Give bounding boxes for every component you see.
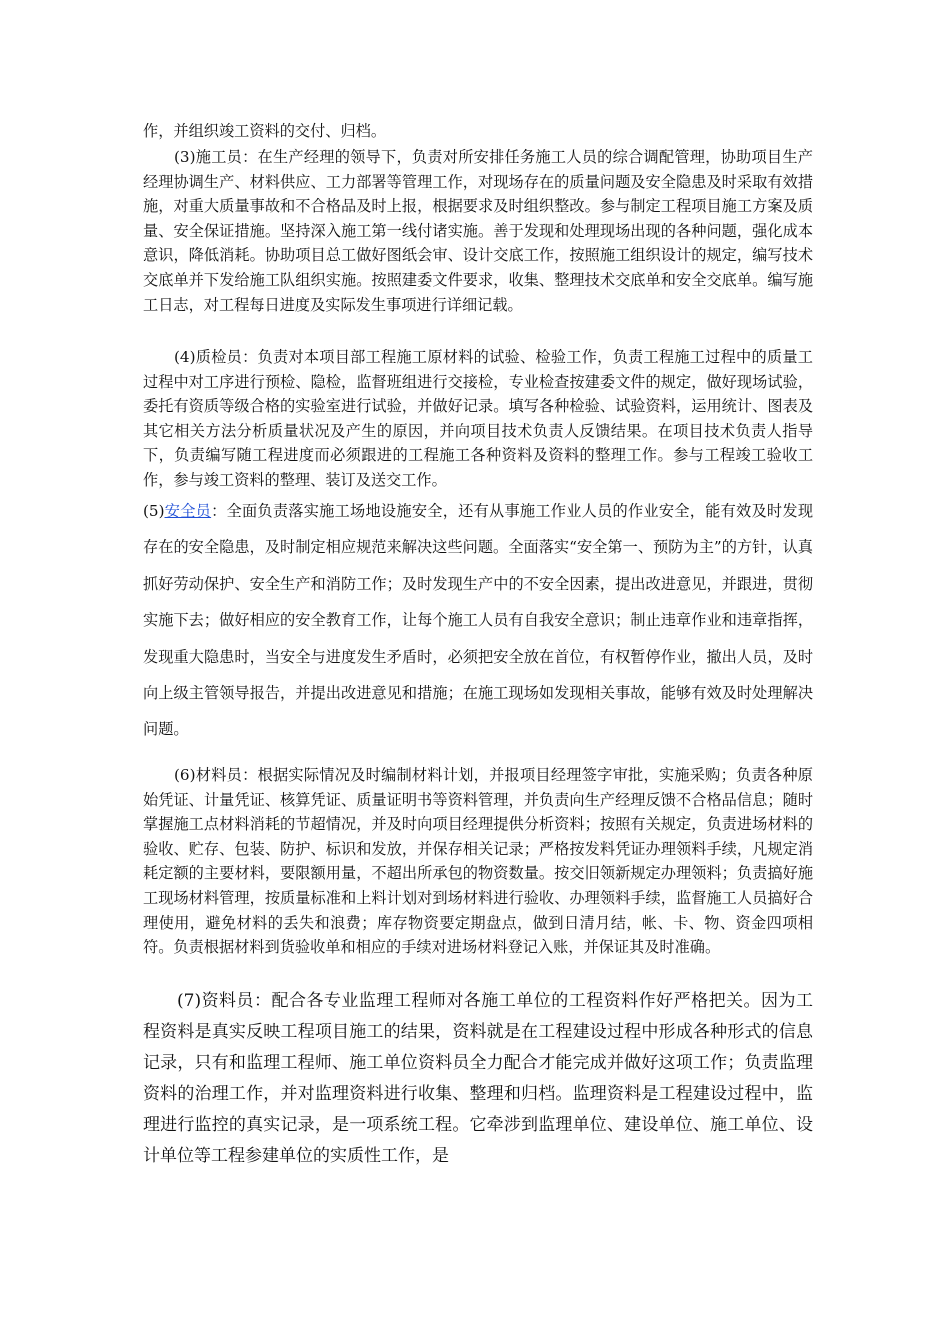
paragraph-safety-officer bbox=[143, 493, 813, 748]
safety-prefix: (5) bbox=[143, 502, 165, 520]
safety-body: ：全面负责落实施工场地设施安全，还有从事施工作业人员的作业安全，能有效及时发现存在的安全隐患，及时制定相应规范来解决这些问题。全面落实“安全第一、预防为主”的方针，认真抓好劳动保护、安全生产和消防工作；及时发现生产中的不安全因素，提出改进意见，并跟进，贯彻实施下去；做好相应的安全教育工作，让每个施工人员有自我安全意识；制止违章作业和违章指挥，发现重大隐患时，当安全与进度发生矛盾时，必须把安全放在首位，有权暂停作业，撤出人员，及时向上级主管领导报告，并提出改进意见和措施；在施工现场如发现相关事故，能够有效及时处理解决问题。 bbox=[143, 502, 814, 739]
paragraph-material-officer: (6)材料员：根据实际情况及时编制材料计划，并报项目经理签字审批，实施采购；负责各种原始凭证、计量凭证、核算凭证、质量证明书等资料管理，并负责向生产经理反馈不合格品信息；随时掌握施工点材料消耗的节超情况，并及时向项目经理提供分析资料；按照有关规定，负责进场材料的验收、贮存、包装、防护、标识和发放，并保存相关记录；严格按发料凭证办理领料手续，凡规定消耗定额的主要材料，要限额用量，不超出所承包的物资数量。按交旧领新规定办理领料；负责搞好施工现场材料管理，按质量标准和上料计划对到场材料进行验收、办理领料手续，监督施工人员搞好合理使用，避免材料的丢失和浪费；库存物资要定期盘点，做到日清月结，帐、卡、物、资金四项相符。负责根据材料到货验收单和相应的手续对进场材料登记入账，并保证其及时准确。 bbox=[143, 766, 813, 957]
safety-officer-link[interactable]: 安全员 bbox=[164, 502, 212, 520]
paragraph-construction-worker: (3)施工员：在生产经理的领导下，负责对所安排任务施工人员的综合调配管理，协助项目生产经理协调生产、材料供应、工力部署等管理工作，对现场存在的质量问题及安全隐患及时采取有效措施，对重大质量事故和不合格品及时上报，根据要求及时组织整改。参与制定工程项目施工方案及质量、安全保证措施。坚持深入施工第一线付诸实施。善于发现和处理现场出现的各种问题，强化成本意识，降低消耗。协助项目总工做好图纸会审、设计交底工作，按照施工组织设计的规定，编写技术交底单并下发给施工队组织实施。按照建委文件要求，收集、整理技术交底单和安全交底单。编写施工日志，对工程每日进度及实际发生事项进行详细记载。 bbox=[143, 148, 813, 314]
paragraph-data-officer: (7)资料员：配合各专业监理工程师对各施工单位的工程资料作好严格把关。因为工程资料是真实反映工程项目施工的结果，资料就是在工程建设过程中形成各种形式的信息记录，只有和监理工程师、施工单位资料员全力配合才能完成并做好这项工作；负责监理资料的治理工作，并对监理资料进行收集、整理和归档。监理资料是工程建设过程中，监理进行监控的真实记录，是一项系统工程。它牵涉到监理单位、建设单位、施工单位、设计单位等工程参建单位的实质性工作，是 bbox=[143, 991, 813, 1166]
paragraph-quality-inspector: (4)质检员：负责对本项目部工程施工原材料的试验、检验工作，负责工程施工过程中的质量工过程中对工序进行预检、隐检，监督班组进行交接检，专业检查按建委文件的规定，做好现场试验，委托有资质等级合格的实验室进行试验，并做好记录。填写各种检验、试验资料，运用统计、图表及其它相关方法分析质量状况及产生的原因，并向项目技术负责人反馈结果。在项目技术负责人指导下，负责编写随工程进度而必须跟进的工程施工各种资料及资料的整理工作。参与工程竣工验收工作，参与竣工资料的整理、装订及送交工作。 bbox=[143, 348, 813, 489]
paragraph-continuation: 作，并组织竣工资料的交付、归档。 bbox=[143, 122, 386, 140]
